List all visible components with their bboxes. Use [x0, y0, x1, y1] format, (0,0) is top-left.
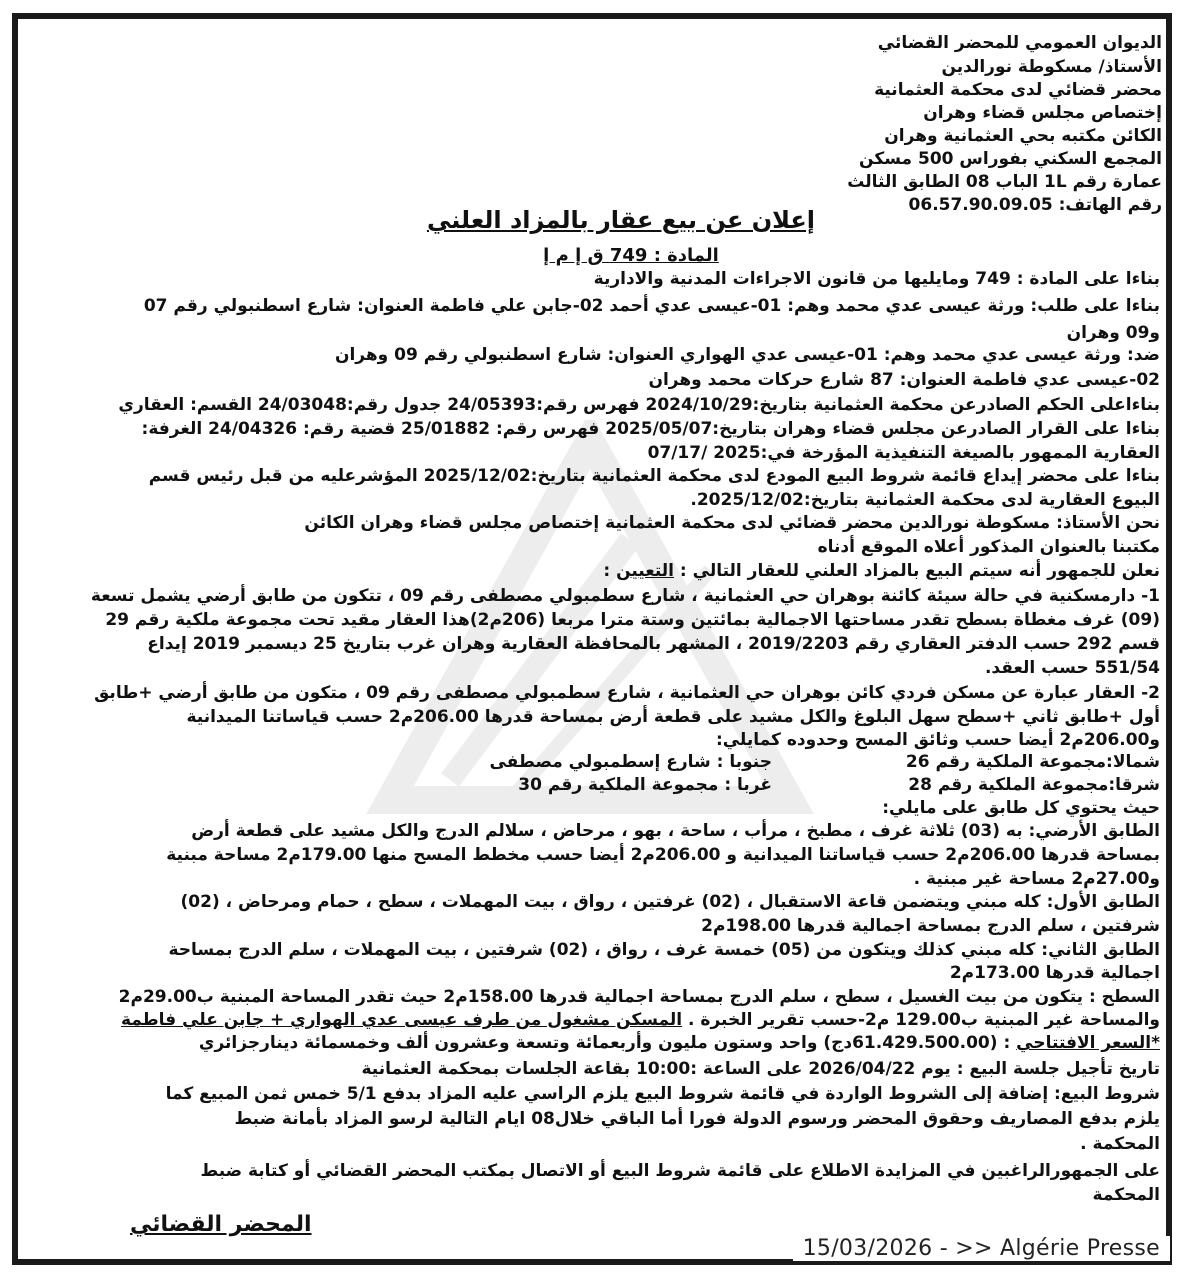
colon: :	[603, 561, 617, 581]
body-line: المحكمة .	[1080, 1134, 1160, 1154]
opening-price-value: : (61.429.500.00دج) واحد وستون مليون وأربعمائة وتسعة وعشرون ألف وخمسمائة دينارجزائري	[198, 1033, 1017, 1053]
header-phone: رقم الهاتف: 06.57.90.09.05	[908, 195, 1162, 215]
header-line: عمارة رقم 1L الباب 08 الطابق الثالث	[847, 172, 1162, 192]
body-line: نحن الأستاذ: مسكوطة نورالدين محضر قضائي لدى محكمة العثمانية إختصاص مجلس قضاء وهران الكائن	[304, 513, 1160, 533]
body-line	[121, 1009, 1160, 1031]
body-line: 1- دارمسكنية في حالة سيئة كائنة بوهران حي العثمانية ، شارع سطمبولي مصطفى رقم 09 ، تتكون من طابق أرضي يشمل تسعة	[90, 586, 1160, 606]
article-reference: المادة : 749 ق إ م إ	[543, 245, 719, 266]
body-line: و09 وهران	[1066, 323, 1160, 343]
opening-price-label: *السعر الافتتاحي	[1016, 1033, 1160, 1053]
body-line: 02-عيسى عدي فاطمة العنوان: 87 شارع حركات محمد وهران	[648, 370, 1160, 390]
body-line: السطح : يتكون من بيت الغسيل ، سطح ، سلم الدرج بمساحة اجمالية قدرها 158.00م2 حيث تقدر المساحة المبنية ب29.00م2	[118, 987, 1160, 1007]
body-line: (09) غرف مغطاة بسطح تقدر مساحتها الاجمالية بمائتين وستة مترا مربعا (206م2)هذا العقار مقيد تحت مجموعة ملكية رقم 29	[105, 610, 1160, 630]
body-line: مكتبنا بالعنوان المذكور أعلاه الموقع أدناه	[817, 537, 1160, 557]
boundary-west: غربا : مجموعة الملكية رقم 30	[518, 775, 772, 795]
body-line: الطابق الأول: كله مبني ويتضمن قاعة الاستقبال ، (02) غرفتين ، رواق ، بيت المهملات ، سطح ، حمام ومرحاض ، (02)	[180, 892, 1160, 912]
header-line: الكائن مكتبه بحي العثمانية وهران	[884, 126, 1162, 146]
body-line: بناءاعلى الحكم الصادرعن محكمة العثمانية بتاريخ:2024/10/29 فهرس رقم:24/05393 جدول رقم:24/03048 القسم: العقاري	[118, 395, 1160, 415]
body-line: بناءا على محضر إيداع قائمة شروط البيع المودع لدى محكمة العثمانية بتاريخ:2025/12/02 المؤشرعليه من قبل رئيس قسم	[148, 466, 1160, 486]
sale-date-line: تاريخ تأجيل جلسة البيع : يوم 2026/04/22 على الساعة :10:00 بقاعة الجلسات بمحكمة العثمانية	[361, 1059, 1160, 1079]
body-line: الطابق الأرضي: به (03) ثلاثة غرف ، مطبخ ، مرأب ، ساحة ، بهو ، مرحاض ، سلالم الدرج والكل مشيد على قطعة أرض	[191, 821, 1160, 841]
body-line	[199, 1032, 1160, 1054]
body-line: بناءا على طلب: ورثة عيسى عدي محمد وهم: 01-عيسى عدي أحمد 02-جابن علي فاطمة العنوان: شارع اسطنبولي رقم 07	[143, 296, 1160, 316]
body-line	[603, 560, 1160, 582]
body-line: ضد: ورثة عيسى عدي محمد وهم: 01-عيسى عدي الهواري العنوان: شارع اسطنبولي رقم 09 وهران	[334, 345, 1160, 365]
header-line: الديوان العمومي للمحضر القضائي	[877, 33, 1162, 53]
body-line: على الجمهورالراغبين في المزايدة الاطلاع على قائمة شروط البيع أو الاتصال بمكتب المحضر القضائي أو كتابة ضبط	[200, 1161, 1160, 1181]
body-line: البيوع العقارية لدى محكمة العثمانية بتاريخ:2025/12/02.	[690, 490, 1160, 510]
boundary-east: شرقا:مجموعة الملكية رقم 28	[908, 775, 1160, 795]
body-line: شرفتين ، سلم الدرج بمساحة اجمالية قدرها 198.00م2	[701, 916, 1160, 936]
unbuilt-area-text: والمساحة غير المبنية ب129.00 م2-حسب تقرير الخبرة .	[688, 1010, 1160, 1030]
body-line: الطابق الثاني: كله مبني كذلك ويتكون من (05) خمسة غرف ، رواق ، (02) شرفتين ، بيت المهملات ، سلم الدرج بمساحة	[168, 940, 1160, 960]
body-line: المحكمة	[1092, 1185, 1160, 1205]
boundary-north: شمالا:مجموعة الملكية رقم 26	[905, 752, 1160, 772]
occupancy-note: المسكن مشغول من طرف عيسى عدي الهواري + جابن علي فاطمة	[120, 1010, 683, 1030]
header-line: الأستاذ/ مسكوطة نورالدين	[941, 57, 1162, 77]
body-line: أول +طابق ثاني +سطح سهل البلوغ والكل مشيد على قطعة أرض بمساحة قدرها 206.00م2 حسب قياساتنا الميدانية	[186, 707, 1160, 727]
body-line: 2- العقار عبارة عن مسكن فردي كائن بوهران حي العثمانية ، شارع سطمبولي مصطفى رقم 09 ، متكون من طابق أرضي +طابق	[94, 683, 1160, 703]
body-line: حيث يحتوي كل طابق على مايلي:	[882, 798, 1160, 818]
header-line: المجمع السكني بفوراس 500 مسكن	[859, 149, 1162, 169]
body-line: اجمالية قدرها 173.00م2	[949, 963, 1160, 983]
body-line: قسم 292 حسب الدفتر العقاري رقم 2019/2203 ، المشهر بالمحافظة العقارية وهران غرب بتاريخ 25 ديسمبر 2019 إيداع	[147, 634, 1160, 654]
body-line: العقارية الممهور بالصيغة التنفيذية المؤرخة في:2025 /07/17	[647, 443, 1160, 463]
body-line: بناءا على المادة : 749 ومايليها من قانون الاجراءات المدنية والادارية	[593, 269, 1160, 289]
sale-notice-text: نعلن للجمهور أنه سيتم البيع بالمزاد العلني للعقار التالي :	[679, 561, 1160, 581]
boundary-south: جنوبا : شارع إسطمبولي مصطفى	[489, 752, 772, 772]
body-line: بمساحة قدرها 206.00م2 حسب قياساتنا الميدانية و 206.00م2 أيضا حسب مخطط المسح منها 179.00م2 مساحة مبنية	[166, 845, 1160, 865]
body-line: و27.00م2 مساحة غير مبنية .	[913, 869, 1160, 889]
body-line: يلزم بدفع المصاريف وحقوق المحضر ورسوم الدولة فورا أما الباقي خلال08 ايام التالية لرسو المزاد بأمانة ضبط	[234, 1109, 1160, 1129]
signature-label: المحضر القضائي	[130, 1212, 312, 1237]
footer-source: 15/03/2026 - >> Algérie Presse	[793, 1236, 1170, 1261]
announcement-title: إعلان عن بيع عقار بالمزاد العلني	[426, 206, 816, 234]
body-line: و206.00م2 أيضا حسب وثائق المسح وحدوده كمايلي:	[715, 730, 1160, 750]
header-line: محضر قضائي لدى محكمة العثمانية	[874, 80, 1162, 100]
body-line: بناءا على القرار الصادرعن مجلس قضاء وهران بتاريخ:2025/05/07 فهرس رقم: 25/01882 قضية رقم: 24/04326 الغرفة:	[141, 419, 1160, 439]
designation-label: التعيين	[616, 561, 674, 581]
header-line: إختصاص مجلس قضاء وهران	[923, 103, 1162, 123]
body-line: شروط البيع: إضافة إلى الشروط الواردة في قائمة شروط البيع يلزم الراسي عليه المزاد بدفع 5/1 خمس ثمن المبيع كما	[165, 1084, 1160, 1104]
body-line: 551/54 حسب العقد.	[984, 658, 1160, 678]
